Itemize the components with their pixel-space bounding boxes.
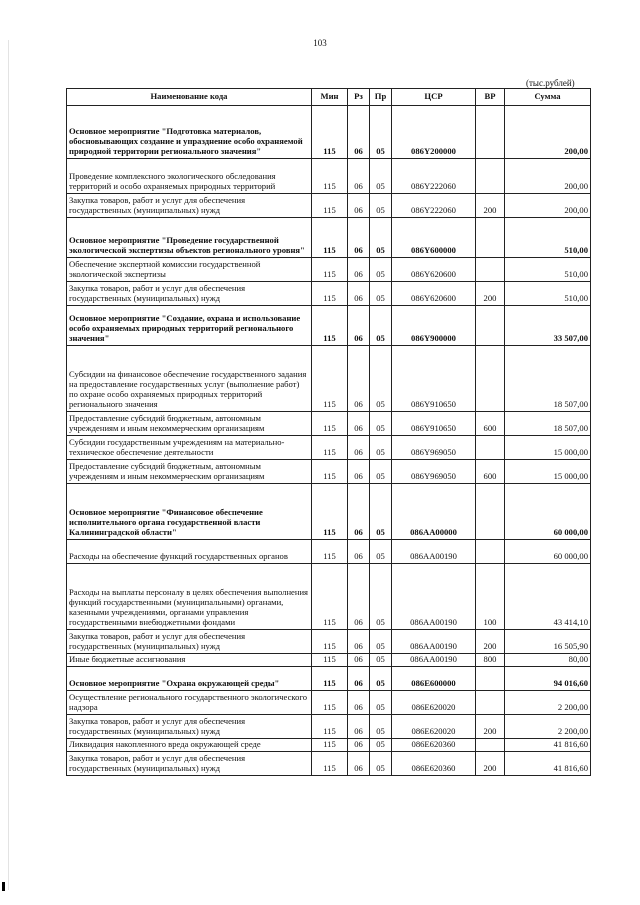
row-vr bbox=[476, 159, 505, 194]
row-min: 115 bbox=[312, 484, 348, 540]
row-vr bbox=[476, 346, 505, 412]
row-name: Расходы на выплаты персоналу в целях обеспечения выполнения функций государственными (муниципальными) органами, казенными учреждениями, органами управления государственными внебюджетными фондами bbox=[67, 564, 312, 630]
row-pr: 05 bbox=[370, 564, 392, 630]
row-vr bbox=[476, 667, 505, 691]
row-rz: 06 bbox=[348, 484, 370, 540]
table-row bbox=[67, 460, 591, 484]
row-min: 115 bbox=[312, 194, 348, 218]
row-min: 115 bbox=[312, 667, 348, 691]
row-vr: 200 bbox=[476, 194, 505, 218]
table-row bbox=[67, 436, 591, 460]
row-sum: 16 505,90 bbox=[505, 630, 591, 654]
row-csr: 086АА00000 bbox=[392, 484, 476, 540]
row-rz: 06 bbox=[348, 630, 370, 654]
row-rz: 06 bbox=[348, 306, 370, 346]
row-rz: 06 bbox=[348, 691, 370, 715]
row-name: Основное мероприятие "Финансовое обеспечение исполнительного органа государственной власти Калининградской области" bbox=[67, 484, 312, 540]
row-pr: 05 bbox=[370, 159, 392, 194]
row-rz: 06 bbox=[348, 282, 370, 306]
table-row bbox=[67, 691, 591, 715]
row-pr: 05 bbox=[370, 484, 392, 540]
row-vr: 600 bbox=[476, 460, 505, 484]
scan-edge-mark bbox=[2, 882, 5, 891]
header-rz: Рз bbox=[348, 89, 370, 106]
row-vr bbox=[476, 739, 505, 752]
header-min: Мин bbox=[312, 89, 348, 106]
row-min: 115 bbox=[312, 460, 348, 484]
row-min: 115 bbox=[312, 436, 348, 460]
row-name: Закупка товаров, работ и услуг для обеспечения государственных (муниципальных) нужд bbox=[67, 630, 312, 654]
row-pr: 05 bbox=[370, 282, 392, 306]
row-csr: 086Y910650 bbox=[392, 346, 476, 412]
row-csr: 086Y200000 bbox=[392, 106, 476, 159]
row-csr: 086Y969050 bbox=[392, 436, 476, 460]
table-row bbox=[67, 667, 591, 691]
row-sum: 15 000,00 bbox=[505, 460, 591, 484]
row-sum: 15 000,00 bbox=[505, 436, 591, 460]
row-rz: 06 bbox=[348, 460, 370, 484]
row-sum: 94 016,60 bbox=[505, 667, 591, 691]
row-rz: 06 bbox=[348, 715, 370, 739]
row-rz: 06 bbox=[348, 739, 370, 752]
row-name: Проведение комплексного экологического обследования территорий и особо охраняемых природных территорий bbox=[67, 159, 312, 194]
row-name: Предоставление субсидий бюджетным, автономным учреждениям и иным некоммерческим организациям bbox=[67, 412, 312, 436]
row-csr: 086Y222060 bbox=[392, 194, 476, 218]
header-sum: Сумма bbox=[505, 89, 591, 106]
row-min: 115 bbox=[312, 691, 348, 715]
row-sum: 200,00 bbox=[505, 194, 591, 218]
row-pr: 05 bbox=[370, 691, 392, 715]
row-sum: 60 000,00 bbox=[505, 484, 591, 540]
row-min: 115 bbox=[312, 106, 348, 159]
row-rz: 06 bbox=[348, 194, 370, 218]
row-name: Предоставление субсидий бюджетным, автономным учреждениям и иным некоммерческим организациям bbox=[67, 460, 312, 484]
row-csr: 086АА00190 bbox=[392, 540, 476, 564]
header-csr: ЦСР bbox=[392, 89, 476, 106]
row-pr: 05 bbox=[370, 752, 392, 776]
table-row bbox=[67, 106, 591, 159]
row-sum: 33 507,00 bbox=[505, 306, 591, 346]
row-name: Закупка товаров, работ и услуг для обеспечения государственных (муниципальных) нужд bbox=[67, 282, 312, 306]
row-name: Закупка товаров, работ и услуг для обеспечения государственных (муниципальных) нужд bbox=[67, 715, 312, 739]
row-vr bbox=[476, 691, 505, 715]
row-pr: 05 bbox=[370, 346, 392, 412]
row-vr: 200 bbox=[476, 630, 505, 654]
row-rz: 06 bbox=[348, 106, 370, 159]
row-csr: 086Y222060 bbox=[392, 159, 476, 194]
row-pr: 05 bbox=[370, 218, 392, 258]
row-pr: 05 bbox=[370, 654, 392, 667]
row-sum: 510,00 bbox=[505, 218, 591, 258]
row-sum: 18 507,00 bbox=[505, 412, 591, 436]
table-row bbox=[67, 564, 591, 630]
row-sum: 510,00 bbox=[505, 258, 591, 282]
row-min: 115 bbox=[312, 159, 348, 194]
table-row bbox=[67, 630, 591, 654]
row-pr: 05 bbox=[370, 667, 392, 691]
row-rz: 06 bbox=[348, 540, 370, 564]
row-vr: 200 bbox=[476, 752, 505, 776]
row-pr: 05 bbox=[370, 540, 392, 564]
table-row bbox=[67, 412, 591, 436]
row-vr: 800 bbox=[476, 654, 505, 667]
row-min: 115 bbox=[312, 654, 348, 667]
row-rz: 06 bbox=[348, 436, 370, 460]
row-sum: 80,00 bbox=[505, 654, 591, 667]
row-min: 115 bbox=[312, 258, 348, 282]
row-vr: 100 bbox=[476, 564, 505, 630]
table-row bbox=[67, 654, 591, 667]
row-min: 115 bbox=[312, 630, 348, 654]
row-rz: 06 bbox=[348, 258, 370, 282]
row-min: 115 bbox=[312, 752, 348, 776]
row-vr bbox=[476, 436, 505, 460]
row-sum: 18 507,00 bbox=[505, 346, 591, 412]
header-vr: ВР bbox=[476, 89, 505, 106]
table-row bbox=[67, 194, 591, 218]
row-csr: 086АА00190 bbox=[392, 564, 476, 630]
row-min: 115 bbox=[312, 540, 348, 564]
header-row bbox=[67, 89, 591, 106]
row-name: Осуществление регионального государственного экологического надзора bbox=[67, 691, 312, 715]
row-pr: 05 bbox=[370, 739, 392, 752]
row-pr: 05 bbox=[370, 194, 392, 218]
row-vr bbox=[476, 306, 505, 346]
table-row bbox=[67, 159, 591, 194]
row-sum: 60 000,00 bbox=[505, 540, 591, 564]
row-rz: 06 bbox=[348, 346, 370, 412]
row-csr: 086Y900000 bbox=[392, 306, 476, 346]
row-sum: 41 816,60 bbox=[505, 752, 591, 776]
row-name: Субсидии государственным учреждениям на материально-техническое обеспечение деятельности bbox=[67, 436, 312, 460]
budget-table bbox=[66, 88, 591, 776]
table-row bbox=[67, 752, 591, 776]
row-name: Ликвидация накопленного вреда окружающей среде bbox=[67, 739, 312, 752]
row-rz: 06 bbox=[348, 412, 370, 436]
row-min: 115 bbox=[312, 564, 348, 630]
row-name: Субсидии на финансовое обеспечение государственного задания на предоставление государственных услуг (выполнение работ) по охране особо охраняемых природных территорий регионального значения bbox=[67, 346, 312, 412]
row-min: 115 bbox=[312, 412, 348, 436]
row-rz: 06 bbox=[348, 159, 370, 194]
row-csr: 086Е620360 bbox=[392, 739, 476, 752]
row-vr: 600 bbox=[476, 412, 505, 436]
row-pr: 05 bbox=[370, 460, 392, 484]
row-csr: 086Y620600 bbox=[392, 258, 476, 282]
row-csr: 086Y910650 bbox=[392, 412, 476, 436]
table-row bbox=[67, 346, 591, 412]
row-vr bbox=[476, 484, 505, 540]
row-csr: 086АА00190 bbox=[392, 630, 476, 654]
page-number: 103 bbox=[313, 38, 327, 48]
row-name: Основное мероприятие "Проведение государственной экологической экспертизы объектов регионального уровня" bbox=[67, 218, 312, 258]
row-pr: 05 bbox=[370, 412, 392, 436]
row-csr: 086Е620360 bbox=[392, 752, 476, 776]
row-csr: 086Y620600 bbox=[392, 282, 476, 306]
row-rz: 06 bbox=[348, 654, 370, 667]
row-min: 115 bbox=[312, 218, 348, 258]
row-csr: 086Е600000 bbox=[392, 667, 476, 691]
row-pr: 05 bbox=[370, 436, 392, 460]
table-row bbox=[67, 540, 591, 564]
row-min: 115 bbox=[312, 282, 348, 306]
row-rz: 06 bbox=[348, 667, 370, 691]
table-row bbox=[67, 282, 591, 306]
table-row bbox=[67, 484, 591, 540]
table-row bbox=[67, 258, 591, 282]
row-name: Основное мероприятие "Подготовка материалов, обосновывающих создание и упразднение особо охраняемой природной территории регионального значения" bbox=[67, 106, 312, 159]
units-label: (тыс.рублей) bbox=[526, 78, 575, 88]
row-csr: 086Y600000 bbox=[392, 218, 476, 258]
row-sum: 43 414,10 bbox=[505, 564, 591, 630]
table-row bbox=[67, 218, 591, 258]
row-vr bbox=[476, 218, 505, 258]
row-sum: 2 200,00 bbox=[505, 691, 591, 715]
row-rz: 06 bbox=[348, 564, 370, 630]
row-csr: 086Е620020 bbox=[392, 715, 476, 739]
table-row bbox=[67, 715, 591, 739]
row-sum: 2 200,00 bbox=[505, 715, 591, 739]
row-sum: 200,00 bbox=[505, 106, 591, 159]
row-rz: 06 bbox=[348, 218, 370, 258]
row-pr: 05 bbox=[370, 258, 392, 282]
row-vr bbox=[476, 540, 505, 564]
row-pr: 05 bbox=[370, 106, 392, 159]
row-min: 115 bbox=[312, 715, 348, 739]
row-vr: 200 bbox=[476, 282, 505, 306]
header-name: Наименование кода bbox=[67, 89, 312, 106]
row-pr: 05 bbox=[370, 630, 392, 654]
row-sum: 200,00 bbox=[505, 159, 591, 194]
row-name: Обеспечение экспертной комиссии государственной экологической экспертизы bbox=[67, 258, 312, 282]
row-name: Основное мероприятие "Охрана окружающей среды" bbox=[67, 667, 312, 691]
row-csr: 086АА00190 bbox=[392, 654, 476, 667]
row-name: Расходы на обеспечение функций государственных органов bbox=[67, 540, 312, 564]
row-min: 115 bbox=[312, 346, 348, 412]
row-name: Основное мероприятие "Создание, охрана и использование особо охраняемых природных территорий регионального значения" bbox=[67, 306, 312, 346]
row-pr: 05 bbox=[370, 715, 392, 739]
row-name: Иные бюджетные ассигнования bbox=[67, 654, 312, 667]
row-min: 115 bbox=[312, 739, 348, 752]
row-vr: 200 bbox=[476, 715, 505, 739]
row-vr bbox=[476, 258, 505, 282]
row-csr: 086Е620020 bbox=[392, 691, 476, 715]
row-min: 115 bbox=[312, 306, 348, 346]
row-pr: 05 bbox=[370, 306, 392, 346]
table-row bbox=[67, 306, 591, 346]
row-sum: 510,00 bbox=[505, 282, 591, 306]
row-name: Закупка товаров, работ и услуг для обеспечения государственных (муниципальных) нужд bbox=[67, 752, 312, 776]
row-csr: 086Y969050 bbox=[392, 460, 476, 484]
row-sum: 41 816,60 bbox=[505, 739, 591, 752]
scan-edge-line bbox=[8, 40, 9, 890]
row-rz: 06 bbox=[348, 752, 370, 776]
row-vr bbox=[476, 106, 505, 159]
table-row bbox=[67, 739, 591, 752]
row-name: Закупка товаров, работ и услуг для обеспечения государственных (муниципальных) нужд bbox=[67, 194, 312, 218]
header-pr: Пр bbox=[370, 89, 392, 106]
